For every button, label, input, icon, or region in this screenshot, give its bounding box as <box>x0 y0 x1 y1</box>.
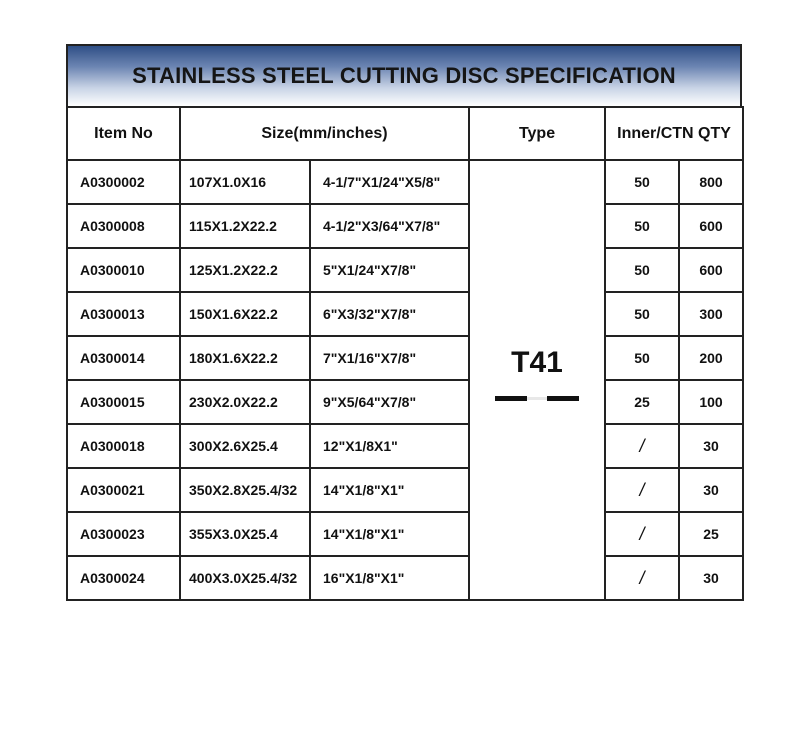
disc-profile-segment <box>527 397 547 400</box>
size-mm-cell: 300X2.6X25.4 <box>180 424 310 468</box>
item-no-cell: A0300018 <box>67 424 180 468</box>
size-mm-cell: 230X2.0X22.2 <box>180 380 310 424</box>
inner-qty-cell: 50 <box>605 160 679 204</box>
size-inch-cell: 4-1/7"X1/24"X5/8" <box>310 160 469 204</box>
type-label: T41 <box>511 345 563 379</box>
inner-qty-cell-value: / <box>639 435 645 456</box>
size-inch-cell: 6"X3/32"X7/8" <box>310 292 469 336</box>
ctn-qty-cell: 200 <box>679 336 743 380</box>
page-title: STAINLESS STEEL CUTTING DISC SPECIFICATION <box>132 63 676 88</box>
item-no-cell: A0300010 <box>67 248 180 292</box>
inner-qty-cell-value: / <box>639 567 645 588</box>
size-mm-cell: 400X3.0X25.4/32 <box>180 556 310 600</box>
inner-qty-cell <box>605 468 679 512</box>
ctn-qty-cell: 25 <box>679 512 743 556</box>
table-row <box>67 160 743 204</box>
item-no-cell: A0300015 <box>67 380 180 424</box>
header-size: Size(mm/inches) <box>180 107 469 160</box>
inner-qty-cell-value: / <box>639 479 645 500</box>
size-inch-cell: 16"X1/8"X1" <box>310 556 469 600</box>
ctn-qty-cell: 30 <box>679 468 743 512</box>
size-inch-cell: 14"X1/8"X1" <box>310 468 469 512</box>
ctn-qty-cell: 30 <box>679 424 743 468</box>
table-row <box>67 556 743 600</box>
ctn-qty-cell: 800 <box>679 160 743 204</box>
size-mm-cell: 107X1.0X16 <box>180 160 310 204</box>
header-type: Type <box>469 107 605 160</box>
inner-qty-cell-value: / <box>639 523 645 544</box>
item-no-cell: A0300023 <box>67 512 180 556</box>
inner-qty-cell <box>605 556 679 600</box>
type-cell <box>469 160 605 600</box>
size-mm-cell: 115X1.2X22.2 <box>180 204 310 248</box>
ctn-qty-cell: 100 <box>679 380 743 424</box>
table-row <box>67 468 743 512</box>
item-no-cell: A0300002 <box>67 160 180 204</box>
size-mm-cell: 150X1.6X22.2 <box>180 292 310 336</box>
inner-qty-cell: 25 <box>605 380 679 424</box>
spec-table <box>66 106 744 601</box>
header-row <box>67 107 743 160</box>
inner-qty-cell: 50 <box>605 248 679 292</box>
size-inch-cell: 4-1/2"X3/64"X7/8" <box>310 204 469 248</box>
disc-profile-segment <box>547 396 579 401</box>
size-mm-cell: 125X1.2X22.2 <box>180 248 310 292</box>
ctn-qty-cell: 300 <box>679 292 743 336</box>
size-inch-cell: 9"X5/64"X7/8" <box>310 380 469 424</box>
item-no-cell: A0300024 <box>67 556 180 600</box>
size-inch-cell: 5"X1/24"X7/8" <box>310 248 469 292</box>
title-bar <box>66 44 742 106</box>
size-mm-cell: 355X3.0X25.4 <box>180 512 310 556</box>
disc-profile-segment <box>495 396 527 401</box>
inner-qty-cell <box>605 424 679 468</box>
header-qty: Inner/CTN QTY <box>605 107 743 160</box>
table-row <box>67 336 743 380</box>
header-item-no: Item No <box>67 107 180 160</box>
inner-qty-cell: 50 <box>605 204 679 248</box>
size-inch-cell: 12"X1/8X1" <box>310 424 469 468</box>
inner-qty-cell: 50 <box>605 336 679 380</box>
inner-qty-cell: 50 <box>605 292 679 336</box>
table-row <box>67 424 743 468</box>
ctn-qty-cell: 600 <box>679 248 743 292</box>
size-mm-cell: 350X2.8X25.4/32 <box>180 468 310 512</box>
item-no-cell: A0300021 <box>67 468 180 512</box>
size-inch-cell: 14"X1/8"X1" <box>310 512 469 556</box>
inner-qty-cell <box>605 512 679 556</box>
item-no-cell: A0300008 <box>67 204 180 248</box>
item-no-cell: A0300014 <box>67 336 180 380</box>
size-inch-cell: 7"X1/16"X7/8" <box>310 336 469 380</box>
table-row <box>67 248 743 292</box>
flat-disc-profile-icon <box>470 396 604 401</box>
ctn-qty-cell: 30 <box>679 556 743 600</box>
table-row <box>67 292 743 336</box>
size-mm-cell: 180X1.6X22.2 <box>180 336 310 380</box>
table-row <box>67 204 743 248</box>
item-no-cell: A0300013 <box>67 292 180 336</box>
table-row <box>67 512 743 556</box>
table-row <box>67 380 743 424</box>
ctn-qty-cell: 600 <box>679 204 743 248</box>
spec-sheet <box>66 44 742 601</box>
